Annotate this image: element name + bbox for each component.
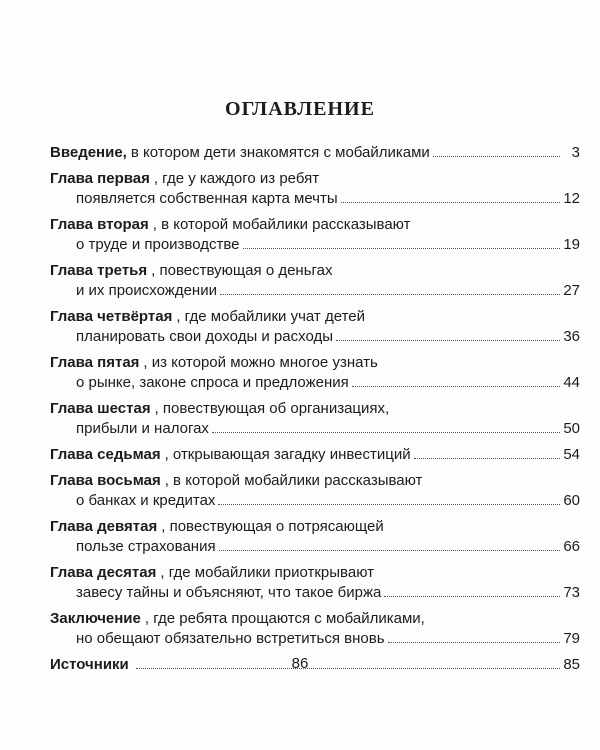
toc-entry-text: завесу тайны и объясняют, что такое биржа: [76, 584, 382, 601]
toc-entry: [50, 399, 580, 439]
toc-entry: [50, 471, 580, 511]
toc-entry-line: [50, 609, 580, 629]
table-of-contents: [50, 143, 580, 681]
dot-leader: [336, 340, 560, 341]
toc-entry-line: [50, 419, 580, 439]
toc-entry-page: 85: [563, 656, 580, 673]
toc-entry-line: [50, 307, 580, 327]
toc-entry-label: Источники: [50, 656, 129, 673]
toc-entry-line: [50, 445, 580, 465]
toc-entry-line: [50, 215, 580, 235]
toc-entry-label: Глава десятая: [50, 564, 157, 581]
toc-entry-line: [50, 563, 580, 583]
toc-entry-label: Заключение: [50, 610, 141, 627]
toc-entry-label: Введение,: [50, 144, 127, 161]
dot-leader: [433, 156, 560, 157]
toc-entry-text: пользе страхования: [76, 538, 216, 555]
toc-entry-text: , в которой мобайлики рассказывают: [164, 472, 423, 489]
toc-entry: [50, 563, 580, 603]
toc-entry-text: , где мобайлики учат детей: [176, 308, 365, 325]
toc-entry-line: [50, 169, 580, 189]
toc-entry-text: о рынке, законе спроса и предложения: [76, 374, 349, 391]
toc-entry-page: 50: [563, 420, 580, 437]
toc-entry-label: Глава девятая: [50, 518, 158, 535]
toc-entry-label: Глава седьмая: [50, 446, 161, 463]
toc-entry-line: [50, 235, 580, 255]
toc-entry-label: Глава шестая: [50, 400, 151, 417]
toc-entry-text: , где мобайлики приоткрывают: [160, 564, 374, 581]
toc-entry-page: 44: [563, 374, 580, 391]
toc-entry-text: , в которой мобайлики рассказывают: [152, 216, 411, 233]
toc-entry-label: Глава четвёртая: [50, 308, 173, 325]
toc-entry-label: Глава третья: [50, 262, 148, 279]
toc-entry-line: [50, 629, 580, 649]
toc-entry-text: , где у каждого из ребят: [153, 170, 320, 187]
toc-entry-page: 19: [563, 236, 580, 253]
toc-entry-text: появляется собственная карта мечты: [76, 190, 338, 207]
toc-entry-page: 12: [563, 190, 580, 207]
toc-entry-page: 66: [563, 538, 580, 555]
dot-leader: [243, 248, 560, 249]
page-title: ОГЛАВЛЕНИЕ: [225, 98, 375, 120]
toc-entry-page: 27: [563, 282, 580, 299]
toc-entry-text: , открывающая загадку инвестиций: [164, 446, 411, 463]
toc-entry-text: прибыли и налогах: [76, 420, 209, 437]
toc-entry-page: 36: [563, 328, 580, 345]
dot-leader: [218, 504, 560, 505]
toc-entry-line: [50, 517, 580, 537]
toc-entry-line: [50, 471, 580, 491]
toc-entry: [50, 169, 580, 209]
toc-entry-label: Глава пятая: [50, 354, 140, 371]
toc-entry-text: о труде и производстве: [76, 236, 240, 253]
toc-entry: [50, 215, 580, 255]
dot-leader: [212, 432, 560, 433]
toc-entry-label: Глава вторая: [50, 216, 149, 233]
toc-entry: [50, 353, 580, 393]
toc-entry-line: [50, 281, 580, 301]
toc-entry-text: и их происхождении: [76, 282, 217, 299]
toc-entry-text: но обещают обязательно встретиться вновь: [76, 630, 385, 647]
toc-entry-label: Глава первая: [50, 170, 150, 187]
toc-entry: [50, 143, 580, 163]
toc-entry-text: , где ребята прощаются с мобайликами,: [144, 610, 425, 627]
dot-leader: [414, 458, 560, 459]
dot-leader: [219, 550, 560, 551]
toc-entry-line: [50, 261, 580, 281]
toc-entry: [50, 445, 580, 465]
toc-entry-page: 79: [563, 630, 580, 647]
toc-entry-text: в котором дети знакомятся с мобайликами: [130, 144, 430, 161]
toc-entry-line: [50, 491, 580, 511]
toc-entry-label: Глава восьмая: [50, 472, 161, 489]
toc-entry-page: 73: [563, 584, 580, 601]
page-number: 86: [291, 655, 309, 672]
toc-entry: [50, 261, 580, 301]
toc-entry-line: [50, 189, 580, 209]
toc-entry-text: , повествующая об организациях,: [154, 400, 390, 417]
toc-entry-line: [50, 399, 580, 419]
toc-entry-line: [50, 327, 580, 347]
toc-entry-line: [50, 143, 580, 163]
toc-entry-page: 3: [571, 144, 580, 161]
toc-entry-text: о банках и кредитах: [76, 492, 216, 509]
toc-entry: [50, 517, 580, 557]
toc-entry-text: , повествующая о деньгах: [151, 262, 333, 279]
toc-entry-page: 54: [563, 446, 580, 463]
dot-leader: [220, 294, 560, 295]
toc-entry-line: [50, 373, 580, 393]
dot-leader: [352, 386, 560, 387]
dot-leader: [384, 596, 560, 597]
toc-entry-line: [50, 583, 580, 603]
toc-entry-text: , повествующая о потрясающей: [161, 518, 384, 535]
toc-entry-text: планировать свои доходы и расходы: [76, 328, 333, 345]
toc-entry: [50, 609, 580, 649]
toc-entry-line: [50, 353, 580, 373]
toc-entry-text: , из которой можно многое узнать: [143, 354, 378, 371]
toc-entry: [50, 307, 580, 347]
toc-entry-page: 60: [563, 492, 580, 509]
toc-entry-line: [50, 537, 580, 557]
dot-leader: [388, 642, 560, 643]
dot-leader: [341, 202, 560, 203]
